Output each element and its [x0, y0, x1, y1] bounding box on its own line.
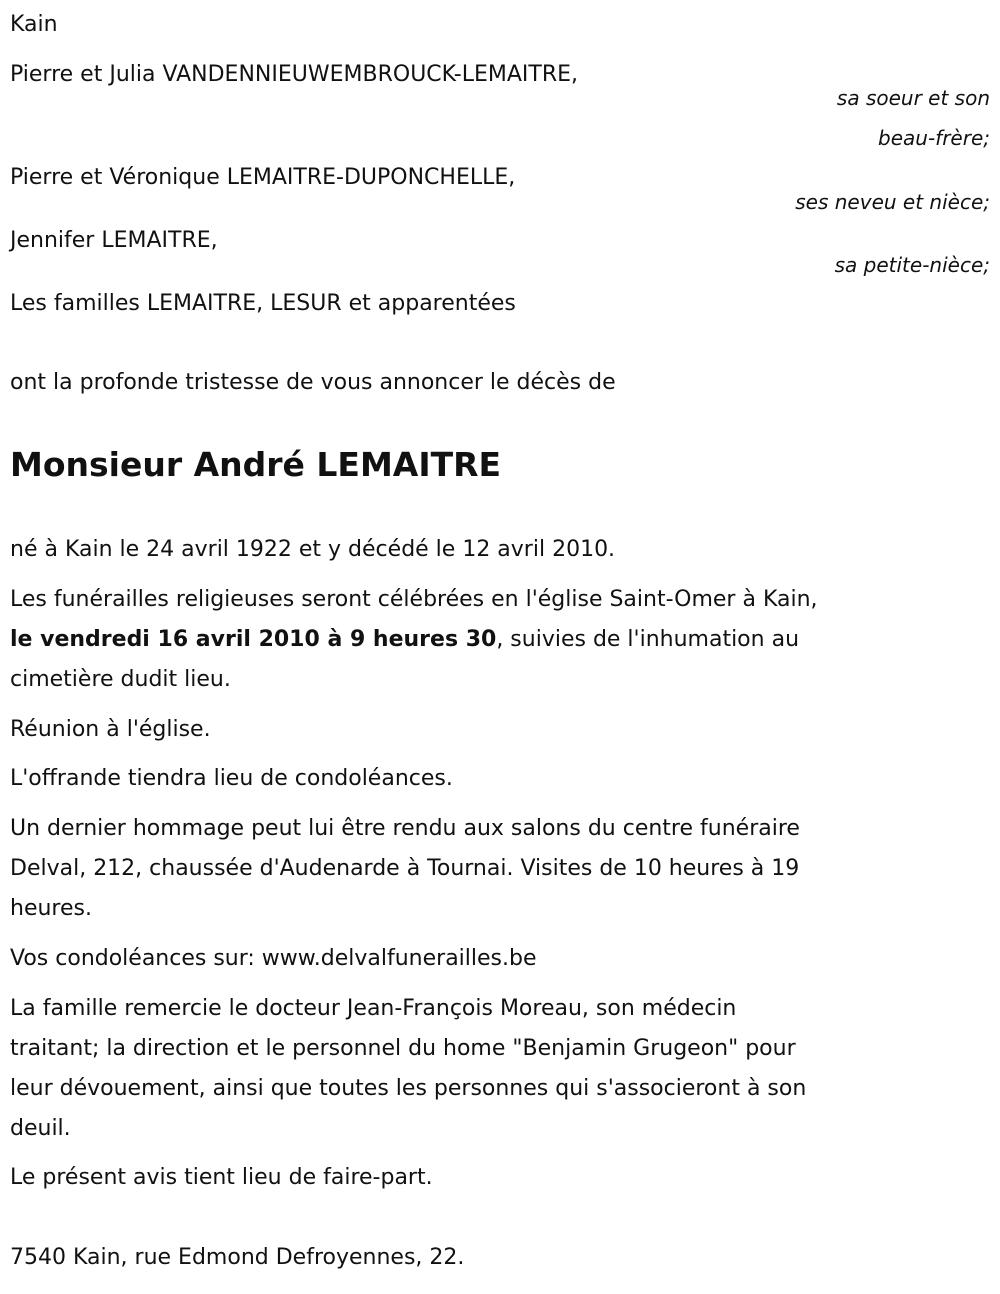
- deceased-name: Monsieur André LEMAITRE: [10, 445, 502, 484]
- birth-death: né à Kain le 24 avril 1922 et y décédé le 12 avril 2010.: [10, 537, 616, 562]
- family-member-2: Pierre et Véronique LEMAITRE-DUPONCHELLE,: [10, 165, 516, 190]
- tribute-line: Un dernier hommage peut lui être rendu aux salons du centre funéraire: [10, 816, 800, 841]
- header-place: Kain: [10, 12, 58, 37]
- family-relation-3: sa petite-nièce;: [834, 253, 990, 277]
- funeral-line: Les funérailles religieuses seront célébrées en l'église Saint-Omer à Kain,: [10, 587, 818, 612]
- family-member-1: Pierre et Julia VANDENNIEUWEMBROUCK-LEMAITRE,: [10, 62, 579, 87]
- family-relation-2: ses neveu et nièce;: [795, 190, 990, 214]
- relation-line: beau-frère;: [878, 126, 990, 150]
- thanks-line: deuil.: [10, 1116, 71, 1141]
- family-relation-1: [837, 78, 990, 158]
- thanks-paragraph: [10, 989, 806, 1149]
- thanks-line: leur dévouement, ainsi que toutes les personnes qui s'associeront à son: [10, 1076, 807, 1101]
- notice: Le présent avis tient lieu de faire-part.: [10, 1165, 433, 1190]
- condolences: Vos condoléances sur: www.delvalfunerailles.be: [10, 946, 537, 971]
- offering: L'offrande tiendra lieu de condoléances.: [10, 766, 453, 791]
- tribute-line: heures.: [10, 896, 92, 921]
- funeral-date: le vendredi 16 avril 2010 à 9 heures 30: [10, 627, 497, 652]
- funeral-paragraph: [10, 580, 818, 700]
- funeral-line-rest: , suivies de l'inhumation au: [496, 627, 800, 652]
- tribute-line: Delval, 212, chaussée d'Audenarde à Tournai. Visites de 10 heures à 19: [10, 856, 800, 881]
- meeting: Réunion à l'église.: [10, 717, 211, 742]
- relation-line: sa soeur et son: [836, 86, 990, 110]
- funeral-line: [10, 620, 818, 660]
- announcement: ont la profonde tristesse de vous annoncer le décès de: [10, 370, 616, 395]
- address: 7540 Kain, rue Edmond Defroyennes, 22.: [10, 1245, 465, 1270]
- family-member-3: Jennifer LEMAITRE,: [10, 228, 218, 253]
- thanks-line: La famille remercie le docteur Jean-François Moreau, son médecin: [10, 996, 737, 1021]
- thanks-line: traitant; la direction et le personnel du home "Benjamin Grugeon" pour: [10, 1036, 796, 1061]
- funeral-line: cimetière dudit lieu.: [10, 667, 231, 692]
- tribute-paragraph: [10, 809, 800, 929]
- family-member-4: Les familles LEMAITRE, LESUR et apparentées: [10, 291, 516, 316]
